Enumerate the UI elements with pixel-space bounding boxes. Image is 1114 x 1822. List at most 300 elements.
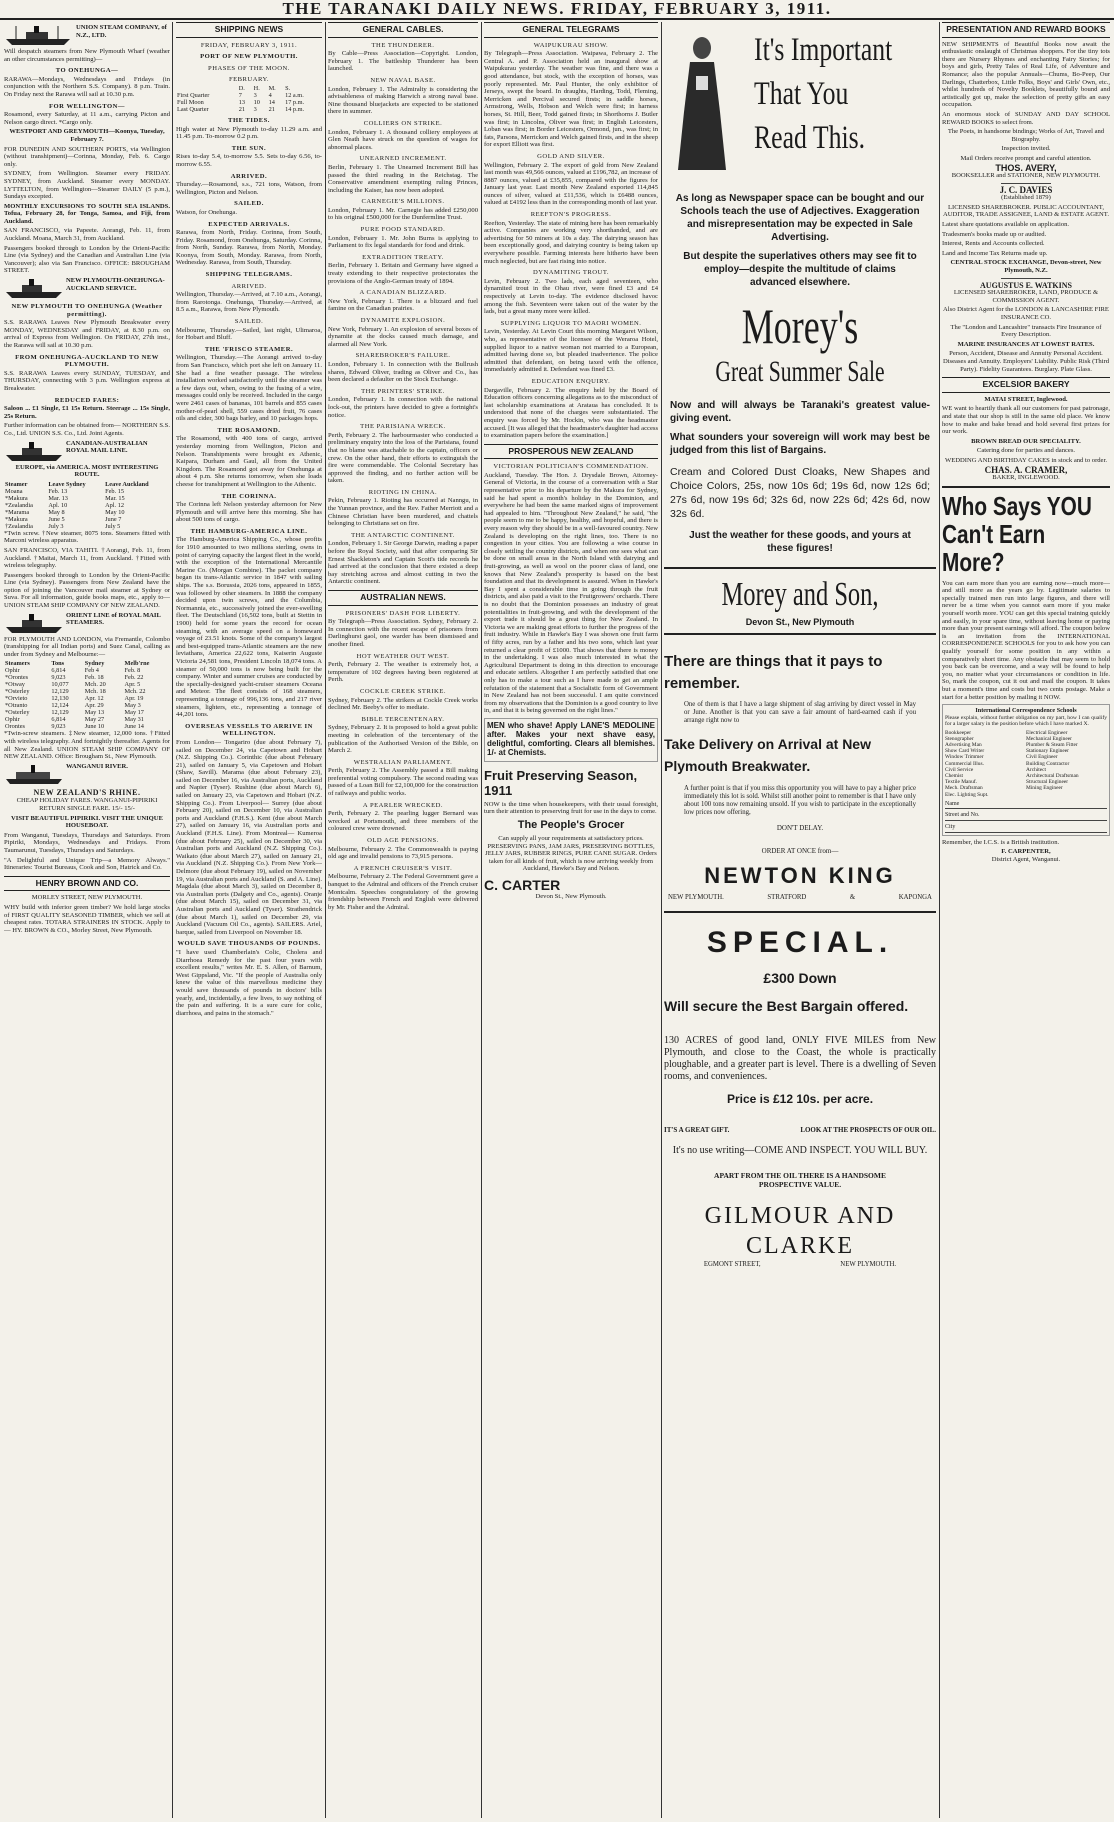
slag-text: One of them is that I have a large shipment of slag arriving by direct vessel in May or June. Another is that you can save a fair amount of hard-earned cash if you arrange right now to xyxy=(684,700,916,724)
table-header-cell: Tons xyxy=(51,660,65,668)
australian-news-heading: AUSTRALIAN NEWS. xyxy=(328,590,478,606)
coupon-option[interactable]: Commercial Illus. xyxy=(945,760,984,767)
table-cell: 3 xyxy=(253,91,257,99)
article-heading: SUPPLYING LIQUOR TO MAORI WOMEN. xyxy=(500,319,642,327)
ics-heading: International Correspondence Schools xyxy=(975,707,1077,715)
table-cell: Feb. 15 xyxy=(105,487,125,495)
delivery-heading: Take Delivery on Arrival at New Plymouth Breakwater. xyxy=(664,735,871,774)
corinna-text: The Corinna left Nelson yesterday afternoon for New Plymouth and will arrive here this morning. She has about 500 tons of cargo. xyxy=(176,501,322,524)
table-cell: 14 p.m. xyxy=(285,105,305,113)
tides-text: High water at New Plymouth to-day 11.29 a.m. and 11.45 p.m. To-morrow 0.2 p.m. xyxy=(176,125,322,141)
coupon-option[interactable]: Stationary Engineer xyxy=(1026,748,1069,755)
table-cell: *Otway xyxy=(5,681,25,689)
branch-label: STRATFORD xyxy=(767,893,807,901)
sailed-text: Watson, for Onehunga. xyxy=(176,208,237,216)
column-advertisements xyxy=(664,22,936,1818)
article-heading: A CANADIAN BLIZZARD. xyxy=(359,289,447,297)
tel-sailed-heading: SAILED. xyxy=(234,318,264,326)
important-ad xyxy=(664,22,936,192)
column-rule xyxy=(172,22,173,1818)
further-text: A further point is that if you miss this opportunity you will have to pay a higher price immediately this lot is sold. Whilst still another point to remember is that I have only about 100 tons now remaining unsold. If you wish to participate in the exceptionally low prices now offering, xyxy=(684,784,916,816)
table-row xyxy=(4,688,170,695)
table-row xyxy=(4,716,170,723)
article-text: London, February 1. In connection with the Bullrush shares, Edward Oliver, trading as Oliver and Co., has been declared a defaulter on the Stock Exchange. xyxy=(328,360,478,384)
table-cell: Apr. 19 xyxy=(124,695,144,703)
branch-label: & xyxy=(849,893,856,901)
brown-bread-text: BROWN BREAD OUR SPECIALITY. xyxy=(971,437,1081,445)
article-text: London, February 1. A thousand colliery employees at Glen Neath have struck on the question of wages for abnormal places. xyxy=(328,128,478,151)
coupon-option[interactable]: Bookkeeper xyxy=(945,729,972,736)
enormous-text: An enormous stock of SUNDAY AND DAY SCHOOL REWARD BOOKS to select from. xyxy=(942,110,1110,126)
table-row xyxy=(176,92,322,99)
avery-sub: BOOKSELLER and STATIONER, NEW PLYMOUTH. xyxy=(951,172,1101,180)
steamer-icon xyxy=(4,277,170,299)
table-header-cell: Leave Auckland xyxy=(105,480,149,488)
table-row xyxy=(4,488,170,495)
article-heading: PURE FOOD STANDARD. xyxy=(360,226,446,234)
sun-text: Rises to-day 5.4, to-morrow 5.5. Sets to-day 6.56, to-morrow 6.55. xyxy=(176,153,322,168)
table-row xyxy=(4,495,170,502)
table-cell: †Zealandia xyxy=(5,522,33,530)
fares-heading: REDUCED FARES: xyxy=(54,396,120,404)
table-row xyxy=(176,99,322,106)
gilmour-town: NEW PLYMOUTH. xyxy=(840,1260,897,1268)
coupon-option[interactable]: Mech. Draftsman xyxy=(945,785,983,792)
np-to-onehunga-heading: NEW PLYMOUTH TO ONEHUNGA (Weather permitting). xyxy=(11,303,163,318)
column-general-cables xyxy=(328,22,478,1818)
column-shipping-ads xyxy=(4,22,170,1818)
wanganui-title: WANGANUI RIVER. xyxy=(66,762,128,770)
article-heading: UNEARNED INCREMENT. xyxy=(359,155,447,163)
would-text: "I have used Chamberlain's Colic, Cholera and Diarrhoea Remedy for the past four years with excellent results," writes Mr. E. S. Allen, of Barnum, West Gippsland, Vic. "If the people of Australia only knew the value of this marvellous medicine they would save thousands of pounds in doctors' bills yearly, and, incidentally, a few lives, to say nothing of the pain and suffering. It is a sure cure for colic, diarrhoea, and pains in the stomach." xyxy=(176,948,322,1017)
article-text: Levin, Yesterday. At Levin Court this morning Margaret Wilson, who, as representative of the licensee of the Weraroa Hotel, supplied liquor to a native woman not married to a European, admitted having done so, but pleaded inadvertence. The police admitted that defendant, on being taxed with the offence, immediately admitted it. Defendant was fined £3. xyxy=(484,328,658,374)
morey-address: Devon St., New Plymouth xyxy=(745,617,855,627)
tel-sailed-text: Melbourne, Thursday.—Sailed, last night, Ulimaroa, for Hobart and Bluff. xyxy=(176,326,322,342)
orient-sailings-table xyxy=(4,660,170,730)
coupon-name-field[interactable] xyxy=(945,801,1107,810)
table-row xyxy=(4,523,170,530)
telegrams-heading: SHIPPING TELEGRAMS. xyxy=(205,271,293,279)
table-cell: Feb. 18 xyxy=(84,674,104,682)
westport-text: WESTPORT AND GREYMOUTH—Koonya, Tuesday, February 7. xyxy=(9,128,165,143)
table-cell: 21 xyxy=(238,105,246,113)
books-text: NEW SHIPMENTS of Beautiful Books now await the enthusiastic onslaught of Christmas shoppers. For the tiny tots there are Nursery Rhymes and enchanting Fairy Stories; for boys and girls, Pretty Tales of Real Life, of Adventure and Romance; also the popular Annuals—Chums, Bo-Peep, Our Darlings, Chatterbox, Little Folks, Boys' and Girls' Own, etc., whilst hundreds of Novelty Booklets, beautifully bound and artistically got up, make the selection of pretty gifts an easy occupation. xyxy=(942,40,1110,109)
lady-illustration-icon xyxy=(674,32,730,172)
gilmour-name: GILMOUR AND CLARKE xyxy=(704,1202,896,1259)
table-cell: *Makura xyxy=(5,515,28,523)
table-cell: 7 xyxy=(238,91,242,99)
union-company-title: UNION STEAM COMPANY, of N.Z., LTD. xyxy=(76,24,167,39)
port-heading: PORT OF NEW PLYMOUTH. xyxy=(200,53,298,61)
article-heading: SHAREBROKER'S FAILURE. xyxy=(355,352,451,360)
table-cell: 10 xyxy=(253,98,260,106)
table-cell: May 10 xyxy=(105,508,125,516)
table-cell: Apr. 29 xyxy=(84,702,104,710)
coupon-options xyxy=(945,730,1107,798)
divider xyxy=(1001,278,1051,279)
steamer-icon xyxy=(4,440,170,462)
nz-rhine-heading: NEW ZEALAND'S RHINE. xyxy=(33,787,141,797)
would-heading: WOULD SAVE THOUSANDS OF POUNDS. xyxy=(177,940,321,948)
catering-text: Catering done for parties and dances. xyxy=(976,447,1076,455)
table-header-cell: M. xyxy=(268,84,276,92)
table-header-cell: S. xyxy=(285,84,291,92)
order-text: ORDER AT ONCE from— xyxy=(761,847,839,856)
table-cell: Full Moon xyxy=(177,98,204,106)
inspection-text: Inspection invited. xyxy=(1001,145,1051,153)
table-row xyxy=(4,674,170,681)
coupon-city-label: City xyxy=(945,824,956,831)
licensed-text: LICENSED SHAREBROKER. PUBLIC ACCOUNTANT, AUDITOR, TRADE ASSIGNEE, LAND & ESTATE AGENT. xyxy=(943,203,1109,219)
article-text: Perth, February 2. The Assembly passed a Bill making preferential voting compulsory. The second reading was passed of a Loan Bill for £2,100,000 for the construction of railways and public works. xyxy=(328,767,478,798)
table-cell: June 10 xyxy=(84,723,105,731)
branch-label: KAPONGA xyxy=(898,893,932,901)
despite-text: But despite the superlatives others may see fit to employ—despite the multitude of claims advanced elsewhere. xyxy=(683,251,917,288)
table-cell: Feb. 22 xyxy=(124,674,144,682)
booked-text: Passengers booked through to London by the Orient-Pacific Line (via Sydney). Passengers from New Zealand have the option of joining the Vancouver mail steamer at Sydney or Suva. For all information, guide books maps, etc., apply to— UNION STEAM SHIP COMPANY OF NEW ZEALAND. xyxy=(4,571,170,610)
article-heading: COCKLE CREEK STRIKE. xyxy=(359,687,446,695)
article-text: By Telegraph—Press Association. Waipawa, February 2. The Central A. and P. Association held an inaugural show at Waipukurau yesterday. The weather was fine, and there was a good attendance, but stock, with the exception of horses, was poorly represented. Mr. Paul Hunter, the only exhibitor of Jerseys, swept the board. In draughts, Harding, Todd, Fleming, Merricken and Percival secured firsts; in saddle horses, Armstrong, Wells, Hobson and Welch were first; in harness horses, St. Hill, Beer, Todd gained firsts; in Shorthorns J. Butler was first; in Lincolns, Oliver was first; in English Leicesters, Loban was first; in Border Leicesters, Ormond, jun., was first; in fats, Parsons, Merricken and Welch gained firsts, and in the sheep for export Elliott was first. xyxy=(484,50,658,149)
article-heading: WAIPUKURAU SHOW. xyxy=(533,41,609,49)
table-header-cell: H. xyxy=(253,84,260,92)
cheap-fares: CHEAP HOLIDAY FARES. WANGANUI-PIPIRIKI RETURN SINGLE FARE. 15/- 15/- xyxy=(16,797,158,812)
coupon-instructions: Please explain, without further obligation on my part, how I can qualify for a larger salary in the position before which I have marked X. xyxy=(945,714,1107,728)
table-cell: Orontes xyxy=(5,723,25,731)
orient-text: FOR PLYMOUTH AND LONDON, via Fremantle, Colombo (transhipping for all Indian ports) and Suez Canal, calling as under from Sydney and Melbourne:— xyxy=(4,635,170,658)
table-cell: Ophir xyxy=(5,716,20,724)
table-row xyxy=(4,667,170,674)
coupon-option[interactable]: Stenographer xyxy=(945,735,974,742)
column-rule xyxy=(939,22,940,1818)
table-header-cell xyxy=(176,85,238,92)
article-text: London, February 1. In connection with the national lock-out, the printers have decided to give a fortnight's notice. xyxy=(328,396,478,419)
table-row xyxy=(4,695,170,702)
sf-tahiti-text: SAN FRANCISCO, VIA TAHITI. †Aorangi, Feb. 11, from Auckland. †Maitai, March 11, from Auckland. †Fitted with wireless telegraphy. xyxy=(4,546,170,570)
avery-name: THOS. AVERY, xyxy=(995,162,1057,173)
coupon-option[interactable]: Show Card Writer xyxy=(945,748,985,755)
table-cell: 9,023 xyxy=(51,723,66,731)
important-headline: It's Important That You Read This. xyxy=(754,32,893,156)
earn-text: You can earn more than you are earning now—much more—and still more as the years go by. Legitimate salaries to specially trained men run into large figures, and there will never be a time when you cannot earn more if you make yourself worth more. YOU can get this special training quickly and easily, in your spare time, without leaving home or paying more than your present earnings will afford. The coupon below is an invitation from the INTERNATIONAL CORRESPONDENCE SCHOOLS for you to ask how you can qualify yourself for some position in any within a comparatively short time. Any obstacle that may seem to hold you back can be overcome, and a way will be found to help you, no matter what your circumstances or condition in life. So, mark the coupon, cut it out and mail the coupon. It takes but a moment's time and costs but two cents postage. Make a start for a better position by mailing it NOW. xyxy=(942,579,1110,701)
table-cell: *Orontes xyxy=(5,674,29,682)
weather-text: Just the weather for these goods, and yours at these figures! xyxy=(689,530,911,554)
europe-text: EUROPE, via AMERICA. MOST INTERESTING ROUTE. xyxy=(15,463,159,479)
article-heading: GOLD AND SILVER. xyxy=(537,152,605,160)
table-cell: Feb. 8 xyxy=(124,667,141,675)
coupon-option[interactable]: Window Trimmer xyxy=(945,754,984,761)
article-heading: DYNAMITE EXPLOSION. xyxy=(360,317,446,324)
coupon-option[interactable]: Mechanical Engineer xyxy=(1026,735,1072,742)
remember-text: Remember, the I.C.S. is a British institution. xyxy=(942,838,1060,846)
dont-delay: DON'T DELAY. xyxy=(776,823,824,832)
table-header-row xyxy=(4,660,170,667)
article-text: London, February 1. Mr. John Burns is applying to Parliament to fix legal standards for food and drink. xyxy=(328,234,478,250)
wedding-text: WEDDING AND BIRTHDAY CAKES in stock and to order. xyxy=(945,456,1107,464)
coupon-street-label: Street and No. xyxy=(945,812,980,819)
table-header-cell: Leave Sydney xyxy=(48,480,86,488)
cream-cloaks-text: Cream and Colored Dust Cloaks, New Shapes and Choice Colors, 25s, now 10s 6d; 19s 6d, now 12s 6d; 27s 6d, now 19s 6d; 32s 6d, now 22s 6d; 42s 6d, now 32s 6d. xyxy=(670,466,930,520)
table-cell: June 5 xyxy=(48,515,65,523)
branches-row xyxy=(664,890,936,902)
books-heading: PRESENTATION AND REWARD BOOKS xyxy=(942,22,1110,38)
coupon-option[interactable]: Architectural Draftsman xyxy=(1026,773,1079,780)
coupon-option[interactable]: Plumber & Steam Fitter xyxy=(1026,742,1078,748)
article-heading: A FRENCH CRUISER'S VISIT. xyxy=(353,864,453,872)
column-classifieds xyxy=(942,22,1110,1818)
table-cell: Mar. 15 xyxy=(105,494,125,502)
table-cell: May 31 xyxy=(124,716,144,724)
table-cell: Last Quarter xyxy=(177,105,209,113)
carpenter-sub: District Agent, Wanganui. xyxy=(991,855,1061,863)
table-cell: *Osterley xyxy=(5,709,30,717)
table-header-cell: Melb'rne xyxy=(124,660,150,668)
gilmour-address-row xyxy=(664,1261,936,1269)
general-telegrams-heading: GENERAL TELEGRAMS xyxy=(484,22,658,38)
table-row xyxy=(4,502,170,509)
article-text: Perth, February 2. The harbourmaster who conducted a preliminary enquiry into the loss of the Parisiana, found that no blame was attachable to the captain, officers or crew. On the other hand, their efforts to extinguish the fire were commendable. The Colonial Secretary has approved the finding, and no further action will be taken. xyxy=(328,431,478,485)
table-header-cell: Sydney xyxy=(84,660,105,668)
shipping-news-heading: SHIPPING NEWS xyxy=(176,22,322,38)
coupon-option[interactable]: Structural Engineer xyxy=(1026,779,1069,786)
article-text: Berlin, February 1. The Unearned Increment Bill has passed the third reading in the Reichstag. The Conservative amendment exempting ruling Princes, including the Kaiser, has now been adopted. xyxy=(328,163,478,194)
passengers-text: Passengers booked through to London by the Orient-Pacific Line (via Sydney) and the Canadian and Australian Line (via Vancouver); also via San Francisco. OFFICE: BROUGHAM STREET. xyxy=(4,244,170,275)
coupon-option[interactable]: Building Contractor xyxy=(1026,760,1070,767)
steamer-icon xyxy=(4,24,170,46)
orient-note: *Twin-screw steamers. ‡New steamer, 12,000 tons. †Fitted with wireless telegraphy. And fortnightly thereafter. Agents for all New Zealand. UNION STEAM SHIP COMPANY OF NEW ZEALAND. Office: Brougham St., New Plymouth. xyxy=(4,730,170,761)
article-text: Sydney, February 2. It is proposed to hold a great public meeting in celebration of the tercentenary of the publication of the Authorised Version of the Bible, on March 2. xyxy=(328,724,478,755)
table-cell: Apl. 12 xyxy=(105,501,125,509)
grocer-text: Can supply all your requirements at satisfactory prices. PRESERVING PANS, JAM JARS, PRESERVING BOTTLES, JELLY JARS, RUBBER RINGS, PURE CANE SUGAR. Orders taken for all kinds of fruit, which is now arriving weekly from Auckland, Hawke's Bay and Nelson. xyxy=(485,835,657,873)
table-cell: 12,124 xyxy=(51,702,69,710)
column-rule xyxy=(481,22,482,1818)
table-cell: 4 xyxy=(268,91,272,99)
article-heading: DYNAMITING TROUT. xyxy=(532,269,610,277)
gift-text: IT'S A GREAT GIFT. xyxy=(664,1126,730,1135)
excelsior-heading: EXCELSIOR BAKERY xyxy=(942,377,1110,393)
fares-text: Saloon ... £1 Single, £1 15s Return. Steerage ... 15s Single, 25s Return. xyxy=(4,405,170,420)
to-onehunga-heading: TO ONEHUNGA— xyxy=(55,67,119,75)
latest-text: Latest share quotations available on application. xyxy=(942,221,1070,229)
table-cell: Mch. 22 xyxy=(124,688,146,696)
table-cell: 12 a.m. xyxy=(285,91,304,99)
poets-text: The Poets, in handsome bindings; Works of Art, Travel and Biography. xyxy=(947,128,1105,143)
henry-brown-heading: HENRY BROWN AND CO. xyxy=(4,876,170,892)
coupon-option[interactable]: Civil Engineer xyxy=(1026,754,1058,761)
article-text: Perth, February 2. The weather is extremely hot, a temperature of 102 degrees having been registered at Perth. xyxy=(328,661,478,684)
steamer-icon xyxy=(4,612,170,634)
coupon-street-field[interactable] xyxy=(945,812,1107,821)
expected-text: Rarawa, from North, Friday. Corinna, from South, Friday. Rosamond, from Onehunga, Saturday. Corinna, from North, Sunday. Rarawa, from North, Monday. Koonya, from South, Monday. Rarawa, from North, Wednesday. Rarawa, from South, Thursday. xyxy=(176,229,322,267)
sailed-heading: SAILED. xyxy=(234,200,264,208)
to-onehunga-text: RARAWA—Mondays, Wednesdays and Fridays (in conjunction with the Northern S.S. Company). 8 p.m. Train. On Friday next the Rarawa will sail at 10.30 p.m. xyxy=(4,75,170,98)
interest-text: Interest, Rents and Accounts collected. xyxy=(942,240,1045,248)
table-cell: May 27 xyxy=(84,716,105,724)
acres-text: 130 ACRES of good land, ONLY FIVE MILES from New Plymouth, and close to the Coast, the whole is practically ploughable, and a greater part is level. There is a dwelling of Seven rooms, and conveniences. xyxy=(664,1035,936,1083)
article-heading: OLD AGE PENSIONS. xyxy=(367,837,439,845)
tradesmen-text: Tradesmen's books made up or audited. xyxy=(942,230,1047,238)
table-cell: Mch. 18 xyxy=(84,688,106,696)
table-header-row xyxy=(176,85,322,92)
hamburg-text: The Hamburg-America Shipping Co., whose profits for 1910 amounted to two millions sterling, owns in point of carrying capacity the largest fleet in the world, with the exception of the International Mercantile Marine Co. (Morgan Combine). The packet company began its trans-Atlantic service in 1847 with sailing ships. The s.s. Borussia, 2026 tons, appeared in 1855, was followed by other steamers. In 1888 the company decided upon twin screws, and the Columbia, Normannia, etc., successively joined the ever-swelling fleet. The Deutschland (16,502 tons, built at Stettin in 1900) held for some years the record for ocean steaming, with an average speed on a homeward voyage of 23.51 knots. Some of the company's largest and best-equipped trans-Atlantic steamers are the new leviathans, America 22,622 tons, Kaiserin Auguste Victoria 24,581 tons, President Lincoln 18,074 tons. A steamer of 50,000 tons is now being built for the company. Winter and summer cruises are conducted by the specially-designed yacht-cruiser steamers Oceana and Meteor. The fleet consists of 168 steamers, representing a tonnage of 996,136 tons, and 217 river steamers, lighters, etc., representing a tonnage of 44,201 tons. xyxy=(176,536,322,719)
table-header-cell: D. xyxy=(238,84,245,92)
table-cell: 17 p.m. xyxy=(285,98,305,106)
table-row xyxy=(4,509,170,516)
coupon-option[interactable]: Mining Engineer xyxy=(1026,785,1063,792)
long-text: As long as Newspaper space can be bought and our Schools teach the use of Adjectives. Exaggeration and misrepresentation may be expected in Sale Advertising. xyxy=(675,193,925,243)
coupon-option[interactable]: Textile Manuf. xyxy=(945,779,977,786)
table-cell: Apr. 12 xyxy=(84,695,104,703)
divider xyxy=(942,486,1110,488)
article-text: Reefton, Yesterday. The state of mining here has been remarkably active. Companies are working very shorthanded, and are advertising for 50 miners at 10s a day. The dairying season has been exceptionally good, and dairying country is being taken up everywhere possible. Farming interests here hitherto have been much neglected, but are fast rising into notice. xyxy=(484,219,658,265)
coupon-option[interactable]: Architect xyxy=(1026,766,1047,773)
table-cell: July 3 xyxy=(48,522,64,530)
table-cell: Ophir xyxy=(5,667,20,675)
twin-note: *Twin screw. †New steamer, 8075 tons. Steamers fitted with Marconi wireless apparatus. xyxy=(4,529,170,545)
secure-text: Will secure the Best Bargain offered. xyxy=(664,998,909,1015)
mail-text: Mail Orders receive prompt and careful attention. xyxy=(960,154,1092,162)
article-text: London, February 1. Mr. Carnegie has added £250,000 to his original £500,000 for the Dunfermline Trust. xyxy=(328,206,478,222)
matai-text: MATAI STREET, Inglewood. xyxy=(984,395,1068,403)
table-cell: 12,130 xyxy=(51,695,69,703)
table-row xyxy=(4,702,170,709)
fruit-heading: Fruit Preserving Season, 1911 xyxy=(484,767,638,798)
article-heading: WESTRALIAN PARLIAMENT. xyxy=(353,758,453,766)
table-cell: 12,129 xyxy=(51,688,69,696)
coupon-option[interactable]: Chemist xyxy=(945,773,963,780)
table-cell: Feb 4 xyxy=(84,667,99,675)
coupon-option[interactable]: Advertising Man xyxy=(945,742,982,748)
article-heading: PRISONERS' DASH FOR LIBERTY. xyxy=(345,609,461,617)
table-row xyxy=(4,516,170,523)
coupon-option[interactable]: Elec. Lighting Supt. xyxy=(945,791,989,798)
article-heading: REEFTON'S PROGRESS. xyxy=(530,211,612,219)
article-text: Wellington, February 2. The export of gold from New Zealand last month was 49,566 ounces, valued at £196,782, an increase of 8887 ounces, valued at £35,855, compared with the figures for January last year. Last month New Zealand exported 114,845 ounces of silver, valued at £11,536, which is £6488 ounces, valued at £4192 less than in the corresponding month of last year. xyxy=(484,161,658,207)
table-cell: First Quarter xyxy=(177,91,210,99)
table-cell: *Otranto xyxy=(5,702,28,710)
sydney-text: SYDNEY, from Wellington. Steamer every FRIDAY. SYDNEY, from Auckland. Steamer every MONDAY. LYTTELTON, from Wellington—Steamer DAILY (5 p.m.), Sundays excepted. xyxy=(4,170,170,201)
article-heading: NEW NAVAL BASE. xyxy=(370,76,436,84)
tel-arrived-text: Wellington, Thursday.—Arrived, at 7.10 a.m., Aorangi, from Rarotonga. Onehunga, Thursday.—Arrived, at 8.5 a.m., Rarawa, from New Plymouth. xyxy=(176,291,322,314)
summer-sale-title: Great Summer Sale xyxy=(715,355,885,388)
rosamond-text: The Rosamond, with 400 tons of cargo, arrived yesterday morning from Wellington, Picton and Nelson. Transhipments were brought ex Athenic, Kaipara, Durham and Gaul, all from the United Kingdom. The Rosamond got away for Onehunga at about 4 p.m. She returns tomorrow, when she loads cheese for transhipment at Wellington to the Athenic. xyxy=(176,435,322,488)
column-general-telegrams xyxy=(484,22,658,1818)
table-cell: *Zealandia xyxy=(5,501,33,509)
table-cell: 3 xyxy=(253,105,257,113)
frisco-text: Wellington, Thursday.—The Aorangi arrived to-day from San Francisco, which port she left on January 11. She had a fine weather passage. The wireless installation worked satisfactorily until the steamer was a few days out, when, owing to the fusing of a wire, messages could only be received. Included in the cargo were 2461 cases of bananas, 101 barrels and 855 cases mother-of-pearl shell, 559 cases dried fruit, 76 cases oils and cider, 300 bags barley, and 10 packages hops. xyxy=(176,354,322,423)
morey-son-name: Morey and Son, xyxy=(721,576,879,613)
article-heading: CARNEGIE'S MILLIONS. xyxy=(361,198,445,206)
table-cell: July 5 xyxy=(105,522,121,530)
general-cables-heading: GENERAL CABLES. xyxy=(328,22,478,38)
table-cell: *Marama xyxy=(5,508,30,516)
article-heading: THE PARISIANA WRECK. xyxy=(360,423,446,431)
masthead: THE TARANAKI DAILY NEWS. FRIDAY, FEBRUARY 3, 1911. xyxy=(0,0,1114,20)
article-text: Melbourne, February 2. The Commonwealth is paying old age and invalid pensions to 73,915 persons. xyxy=(328,845,478,861)
ics-coupon xyxy=(942,704,1110,835)
article-heading: VICTORIAN POLITICIAN'S COMMENDATION. xyxy=(493,463,649,471)
table-cell: Apr. 5 xyxy=(124,681,141,689)
shipping-date: FRIDAY, FEBRUARY 3, 1911. xyxy=(200,41,298,49)
article-heading: COLLIERS ON STRIKE. xyxy=(363,119,443,127)
table-header-cell: Steamer xyxy=(5,480,28,488)
article-heading: EXTRADITION TREATY. xyxy=(362,253,444,261)
further-info: Further information can be obtained from— NORTHERN S.S. Co., Ltd. UNION S.S. Co., Ltd. Joint Agents. xyxy=(4,422,170,437)
coupon-city-field[interactable] xyxy=(945,824,1107,833)
morey-son-box xyxy=(664,567,936,635)
wellington-text: Rosamond, every Saturday, at 11 a.m., carrying Picton and Nelson cargo direct. *Cargo only. xyxy=(4,111,170,126)
lancashire-text: The "London and Lancashire" transacts Fire Insurance of Every Description. xyxy=(950,323,1102,339)
table-cell: 6,814 xyxy=(51,716,66,724)
marine-text: MARINE INSURANCES AT LOWEST RATES. xyxy=(957,340,1095,348)
newton-king-name: NEWTON KING xyxy=(704,862,896,888)
river-steamer-icon xyxy=(4,763,170,785)
now-text: Now and will always be Taranaki's greatest value-giving event. xyxy=(670,400,930,424)
dunedin-text: FOR DUNEDIN AND SOUTHERN PORTS, via Wellington (without transhipment)—Corinna, Monday, Feb. 6. Cargo only. xyxy=(4,145,170,168)
article-heading: BIBLE TERCENTENARY. xyxy=(361,715,445,723)
article-text: By Telegraph—Press Association. Sydney, February 2. In connection with the recent escape of prisoners from Darlinghurst gaol, one warder has been dismissed and another fined. xyxy=(328,618,478,648)
want-text: WE want to heartily thank all our customers for past patronage, and state that our shop is still in the same old place. We know how to make and bake bread and hold several first prizes for our work. xyxy=(942,405,1110,436)
corinna-heading: THE CORINNA. xyxy=(221,492,277,500)
np-onehunga-title: NEW PLYMOUTH-ONEHUNGA-AUCKLAND SERVICE. xyxy=(66,277,165,292)
article-text: New York, February 1. There is a blizzard and fuel famine on the Canadian prairies. xyxy=(328,297,478,313)
article-text: Perth, February 2. The pearling lugger Bernard was wrecked at Portsmouth, and three members of the coloured crew were drowned. xyxy=(328,810,478,833)
article-heading: RIOTING IN CHINA. xyxy=(368,488,438,496)
article-text: Dargaville, February 2. The enquiry held by the Board of Education officers concerning allegations as to the misconduct of last scholarship examinations at Arataua has concluded. It is understood that none of the charges were substantiated. The enquiry was forced by Mr. Hockin, who was the headmaster accused. [It was alleged that the headmaster's daughter had access to examination papers before the examination.] xyxy=(484,386,658,440)
table-cell: Mar. 13 xyxy=(48,494,68,502)
sun-heading: THE SUN. xyxy=(231,144,267,152)
phases-month: FEBRUARY. xyxy=(228,76,270,84)
gift-row xyxy=(664,1127,936,1135)
fruit-text: NOW is the time when housekeepers, with their usual foresight, turn their attention to preserving fruit for use in the days to come. xyxy=(484,800,658,816)
union-intro: Will despatch steamers from New Plymouth Wharf (weather an other circumstances permitting)— xyxy=(4,48,170,63)
for-wellington-heading: FOR WELLINGTON— xyxy=(49,102,125,110)
article-text: Levin, February 2. Two lads, each aged seventeen, who dynamited trout in the Ohau river, were fined £3 and £4 respectively at Levin to-day. The evidence disclosed havoc among the fish. Seventeen were taken out of the water by the lads, but a great many more were killed. xyxy=(484,277,658,316)
article-text: Berlin, February 1. Britain and Germany have signed a treaty extending to their respective protectorates the provisions of the Anglo-German treaty of 1894. xyxy=(328,262,478,285)
cramer-sub: BAKER, INGLEWOOD. xyxy=(992,474,1060,482)
table-cell: May 8 xyxy=(48,508,65,516)
article-heading: A PEARLER WRECKED. xyxy=(362,801,444,809)
table-row xyxy=(4,709,170,716)
rarawa-text: S.S. RARAWA Leaves New Plymouth Breakwater every MONDAY, WEDNESDAY and FRIDAY, at 8.30 p.m. on arrival of Express from Wellington. On FRIDAY, 27th inst., the Rarawa will sail at 10.30 p.m. xyxy=(4,319,170,349)
frisco-heading: THE 'FRISCO STEAMER. xyxy=(204,345,294,353)
expected-heading: EXPECTED ARRIVALS. xyxy=(208,220,290,228)
table-cell: 21 xyxy=(268,105,275,113)
watkins-sub: LICENSED SHAREBROKER, LAND, PRODUCE & COMMISSION AGENT. xyxy=(953,289,1099,304)
table-row xyxy=(4,723,170,730)
special-heading: SPECIAL. xyxy=(706,926,894,960)
table-cell: 6,814 xyxy=(51,667,66,675)
grocer-heading: The People's Grocer xyxy=(517,819,625,832)
divider xyxy=(664,911,936,913)
article-text: New York, February 1. An explosion of several boxes of dynamite at the docks caused much damage, and alarmed all New York. xyxy=(328,325,478,348)
table-header-row xyxy=(4,481,170,488)
table-cell: 14 xyxy=(268,98,275,106)
overseas-text: From London— Tongariro (due about February 7), sailed on December 24, via Capetown and Hobart (N.Z. Shipping Co.). Corinthic (due about February 21), sailed on January 5, via Capetown and Hobart (Shaw, Savill). Marama (due about February 23), sailed on December 16, via Australian ports, Auckland and Napier (Tyser). Rushine (due about March 6), sailed on January 23, via Capetown and Hobart (N.Z. Shipping Co.). From Liverpool— Surrey (due about February 20), sailed on December 10, via Australian ports and Auckland (F.H.S.). Kent (due about March 27), sailed on January 16, via Australian ports and Auckland (F.H.S. Line). From Montreal— Kumeroa (due about February 25), sailed on December 30, via Australian ports and Auckland (N.Z. Shipping Co.). Waikato (due about March 27), sailed on January 21, via Auckland (N.Z. Shipping Co.). From New York— Delmore (due about February 19), sailed on November 19, via Australian ports and Auckland (S. and A. Line). Magdala (due about March 3), sailed on December 8, via Australian ports (Dalgety and Co., agents). Oranje (due about March 15), sailed on December 31, via Australian ports and Auckland (Tyser). Strathendrick (due about March 1), sailed on December 29, via Auckland (Vacuum Oil Co., agents). SAILERS. Ariel, barque, sailed from Liverpool on November 18. xyxy=(176,738,322,936)
table-cell: *Orvieto xyxy=(5,695,28,703)
moon-phases-table xyxy=(176,85,322,113)
tel-arrived-heading: ARRIVED. xyxy=(231,282,267,290)
orient-title: ORIENT LINE of ROYAL MAIL STEAMERS. xyxy=(66,611,161,627)
wanganui-times: From Wanganui, Tuesdays, Thursdays and Saturdays. From Pipiriki, Mondays, Wednesdays and Fridays. From Taumarunui, Tuesdays, Thursdays and Saturdays. xyxy=(4,831,170,854)
coupon-option[interactable]: Electrical Engineer xyxy=(1026,729,1068,736)
table-cell: May 17 xyxy=(124,709,144,717)
table-row xyxy=(176,106,322,113)
coupon-option[interactable]: Civil Service xyxy=(945,766,974,773)
medoline-ad xyxy=(484,718,658,762)
table-cell: May 3 xyxy=(124,702,141,710)
article-heading: HOT WEATHER OUT WEST. xyxy=(356,652,450,660)
table-cell: Feb. 13 xyxy=(48,487,68,495)
